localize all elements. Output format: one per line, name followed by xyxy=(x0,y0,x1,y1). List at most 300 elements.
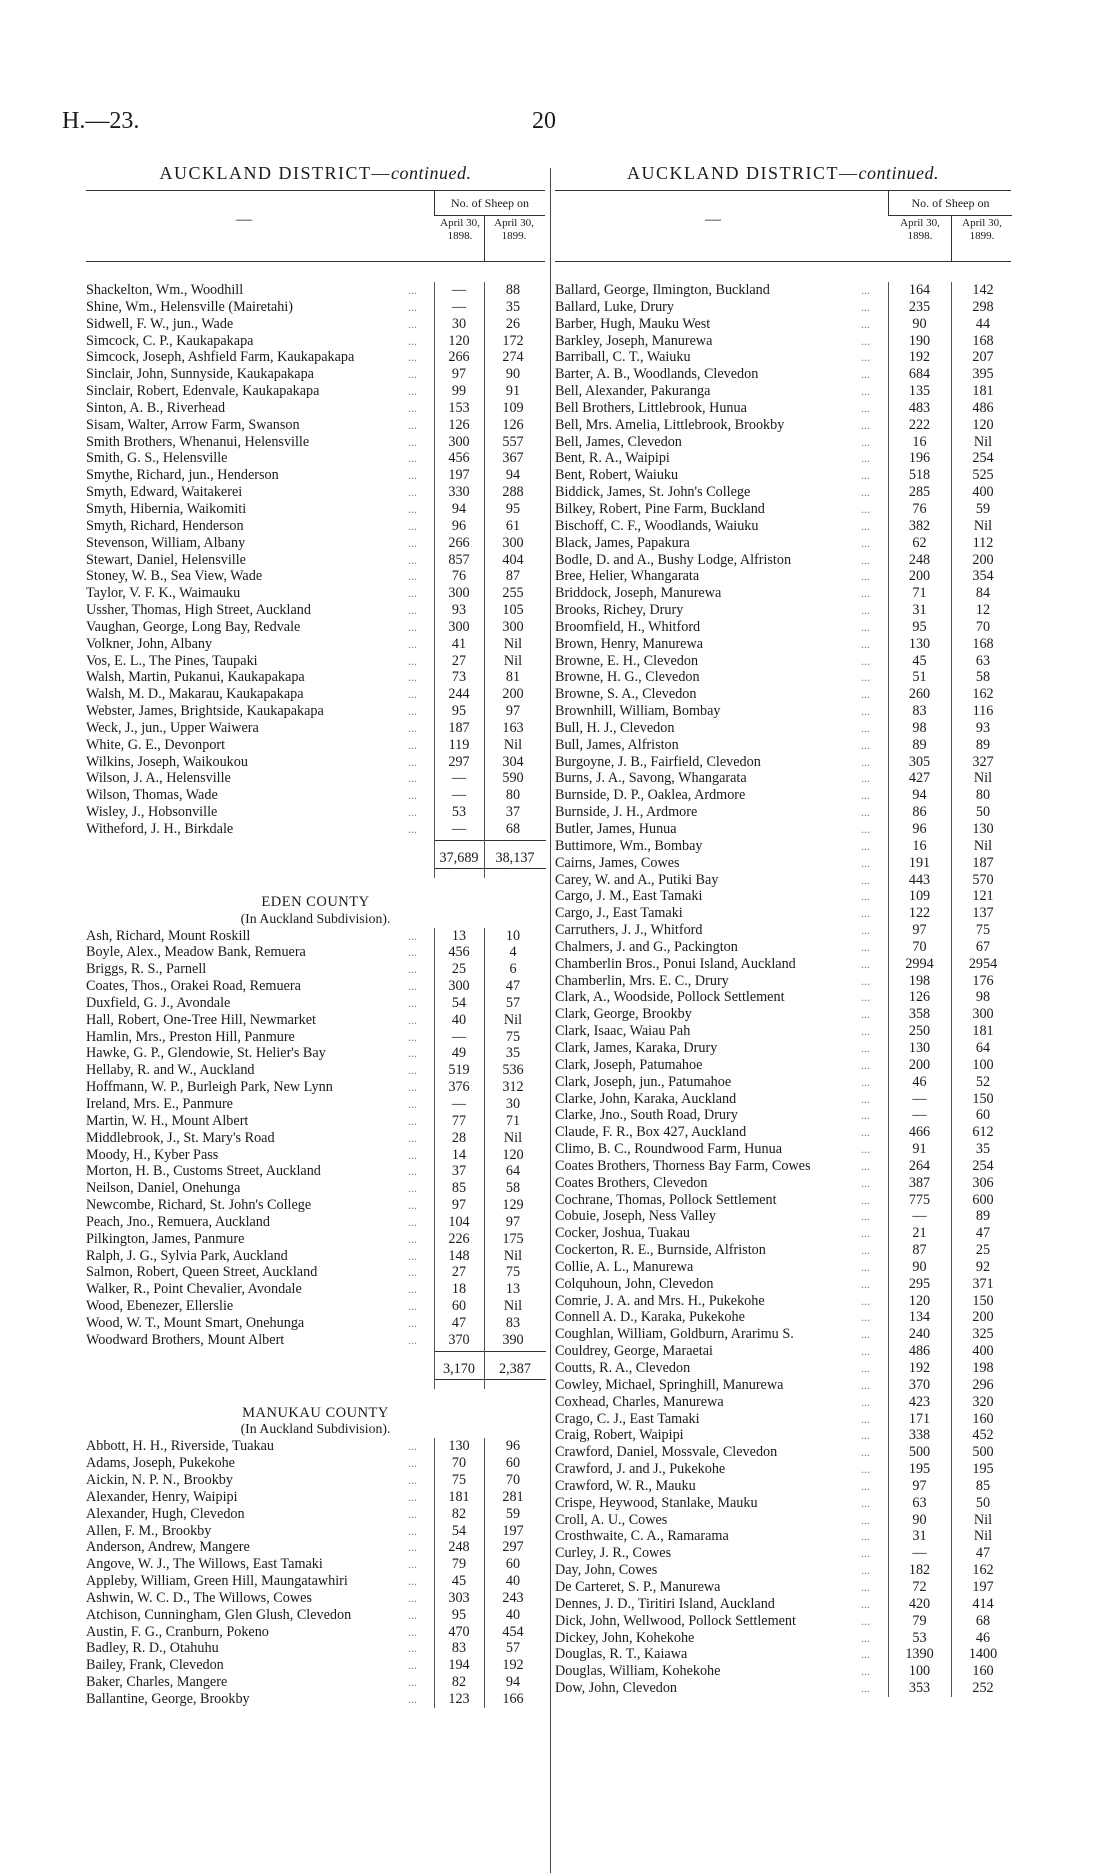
sheep-1899: 400 xyxy=(972,484,994,501)
column-rule xyxy=(888,299,889,316)
column-rule xyxy=(888,568,889,585)
sheep-1899: 120 xyxy=(502,1146,524,1163)
owner-name: Clarke, Jno., South Road, Drury xyxy=(555,1107,738,1124)
leader-dots: ... xyxy=(861,1040,870,1055)
sheep-1898: 775 xyxy=(908,1191,931,1208)
column-rule xyxy=(888,1562,889,1579)
leader-dots: ... xyxy=(861,1377,870,1392)
sheep-1898: 90 xyxy=(912,1258,927,1275)
sheep-1898: 370 xyxy=(908,1376,931,1393)
sheep-1899: Nil xyxy=(973,770,993,787)
owner-name: Badley, R. D., Otahuhu xyxy=(86,1640,219,1657)
sheep-1899: 400 xyxy=(972,1343,994,1360)
column-rule xyxy=(484,770,485,787)
table-row xyxy=(86,417,545,434)
table-row xyxy=(555,939,1011,956)
report-code: H.—23. xyxy=(62,108,140,134)
table-row xyxy=(555,1326,1011,1343)
column-rule xyxy=(888,1680,889,1697)
sheep-1899: 195 xyxy=(972,1461,994,1478)
sheep-1898: 244 xyxy=(448,686,470,703)
owner-name: Bent, R. A., Waipipi xyxy=(555,450,670,467)
sheep-1899: 25 xyxy=(975,1242,991,1259)
sheep-1899: 94 xyxy=(505,1674,521,1691)
leader-dots: ... xyxy=(408,367,417,382)
column-rule xyxy=(434,1556,435,1573)
column-rule xyxy=(888,535,889,552)
column-rule xyxy=(951,872,952,889)
sheep-1898: 200 xyxy=(908,1056,931,1073)
leader-dots: ... xyxy=(408,1557,417,1572)
leader-dots: ... xyxy=(861,1057,870,1072)
sheep-1898: 83 xyxy=(451,1640,467,1657)
leader-dots: ... xyxy=(861,1478,870,1493)
sheep-1898: 240 xyxy=(908,1326,931,1343)
leader-dots: ... xyxy=(408,945,417,960)
sheep-1899: 166 xyxy=(502,1690,524,1707)
owner-name: Volkner, John, Albany xyxy=(86,635,213,652)
table-row xyxy=(555,1394,1011,1411)
column-rule xyxy=(951,1006,952,1023)
sheep-1898: 300 xyxy=(448,585,470,602)
column-rule xyxy=(888,400,889,417)
table-row xyxy=(555,636,1011,653)
table-row xyxy=(86,585,545,602)
leader-dots: ... xyxy=(861,1226,870,1241)
column-rule xyxy=(484,1062,485,1079)
owner-name: Chamberlin, Mrs. E. C., Drury xyxy=(555,972,729,989)
owner-name: Carruthers, J. J., Whitford xyxy=(555,922,703,939)
subtotal-rule xyxy=(434,868,546,869)
table-row xyxy=(555,585,1011,602)
sheep-1899: 536 xyxy=(502,1062,524,1079)
sheep-1898: 90 xyxy=(912,1511,927,1528)
column-rule xyxy=(951,653,952,670)
leader-dots: ... xyxy=(408,962,417,977)
left-column xyxy=(86,160,545,1708)
column-rule xyxy=(484,995,485,1012)
column-rule xyxy=(951,1023,952,1040)
column-rule xyxy=(888,1175,889,1192)
leader-dots: ... xyxy=(861,1647,870,1662)
sheep-1899: 57 xyxy=(505,994,521,1011)
table-row xyxy=(86,1147,545,1164)
column-rule xyxy=(484,1045,485,1062)
column-rule xyxy=(951,636,952,653)
sheep-1898: 466 xyxy=(908,1124,931,1141)
sheep-1898: 27 xyxy=(451,1264,467,1281)
table-row xyxy=(86,1298,545,1315)
sheep-1899: Nil xyxy=(503,1298,523,1315)
leader-dots: ... xyxy=(861,1108,870,1123)
column-rule xyxy=(888,1360,889,1377)
sheep-1899: 100 xyxy=(972,1056,994,1073)
header-separator xyxy=(484,215,485,261)
leader-dots: ... xyxy=(408,1315,417,1330)
column-rule xyxy=(951,720,952,737)
column-rule xyxy=(434,1657,435,1674)
leader-dots: ... xyxy=(408,1607,417,1622)
column-rule xyxy=(484,754,485,771)
table-row xyxy=(555,417,1011,434)
subtotal-rule xyxy=(434,840,546,841)
sheep-1899: 35 xyxy=(505,1045,521,1062)
column-rule xyxy=(434,928,435,945)
leader-dots: ... xyxy=(408,417,417,432)
sheep-1899: 160 xyxy=(972,1663,994,1680)
sheep-1899: 98 xyxy=(975,989,991,1006)
name-column-header: — xyxy=(705,211,721,228)
sheep-1899: 198 xyxy=(972,1360,994,1376)
leader-dots: ... xyxy=(861,990,870,1005)
leader-dots: ... xyxy=(408,1456,417,1471)
owner-name: Hellaby, R. and W., Auckland xyxy=(86,1062,255,1079)
leader-dots: ... xyxy=(861,1007,870,1022)
leader-dots: ... xyxy=(408,1540,417,1555)
sheep-1899: 500 xyxy=(972,1444,994,1461)
table-row xyxy=(555,518,1011,535)
column-rule xyxy=(484,1506,485,1523)
table-row xyxy=(86,602,545,619)
leader-dots: ... xyxy=(861,636,870,651)
sheep-1898: 470 xyxy=(448,1623,470,1640)
sheep-1899: 60 xyxy=(505,1556,521,1573)
owner-name: Comrie, J. A. and Mrs. H., Pukekohe xyxy=(555,1292,765,1309)
owner-name: Stewart, Daniel, Helensville xyxy=(86,551,246,568)
name-column-header: — xyxy=(236,211,252,228)
column-rule xyxy=(951,366,952,383)
leader-dots: ... xyxy=(861,855,870,870)
leader-dots: ... xyxy=(861,1495,870,1510)
column-rule xyxy=(484,838,485,878)
subtotal-1898: 37,689 xyxy=(439,849,479,866)
sheep-1898: 16 xyxy=(912,837,927,854)
sheep-1898: 130 xyxy=(448,1438,470,1455)
column-rule xyxy=(951,821,952,838)
column-rule xyxy=(484,928,485,945)
sheep-1898: 135 xyxy=(908,383,931,400)
column-rule xyxy=(888,1343,889,1360)
owner-name: Wisley, J., Hobsonville xyxy=(86,804,218,821)
table-row xyxy=(555,1680,1011,1697)
sheep-1899: 96 xyxy=(505,1438,521,1455)
table-row xyxy=(86,1197,545,1214)
table-row xyxy=(86,978,545,995)
leader-dots: ... xyxy=(861,552,870,567)
sheep-1898: 120 xyxy=(448,332,470,349)
table-row xyxy=(86,1624,545,1641)
table-row xyxy=(555,400,1011,417)
leader-dots: ... xyxy=(861,754,870,769)
column-rule xyxy=(484,467,485,484)
owner-name: Adams, Joseph, Pukekohe xyxy=(86,1455,235,1472)
column-rule xyxy=(951,619,952,636)
sheep-1898: 70 xyxy=(451,1455,467,1472)
owner-name: Climo, B. C., Roundwood Farm, Hunua xyxy=(555,1141,783,1158)
owner-name: Sinclair, John, Sunnyside, Kaukapakapa xyxy=(86,366,314,383)
leader-dots: ... xyxy=(408,1130,417,1145)
owner-name: Simcock, Joseph, Ashfield Farm, Kaukapakapa xyxy=(86,349,355,366)
leader-dots: ... xyxy=(408,1198,417,1213)
sheep-1899: 252 xyxy=(972,1680,994,1697)
sheep-1899: Nil xyxy=(503,1247,523,1264)
sheep-1898: 96 xyxy=(912,821,927,837)
sheep-1899: 47 xyxy=(975,1225,991,1242)
sheep-1899: 88 xyxy=(505,282,521,298)
table-row xyxy=(555,989,1011,1006)
page-header xyxy=(62,108,1062,148)
table-row xyxy=(555,905,1011,922)
sheep-1899: 298 xyxy=(972,298,994,315)
sheep-1898: 76 xyxy=(912,500,927,517)
sheep-1898: 190 xyxy=(908,332,931,349)
column-rule xyxy=(951,737,952,754)
column-rule xyxy=(888,1495,889,1512)
sheep-1899: 81 xyxy=(505,669,521,686)
leader-dots: ... xyxy=(861,535,870,550)
sheep-1898: — xyxy=(451,282,467,298)
sheep-1898: 486 xyxy=(908,1343,931,1360)
owner-name: Burgoyne, J. B., Fairfield, Clevedon xyxy=(555,753,761,770)
column-rule xyxy=(484,1523,485,1540)
owner-name: Brooks, Richey, Drury xyxy=(555,602,684,619)
leader-dots: ... xyxy=(861,586,870,601)
column-rule xyxy=(484,1096,485,1113)
sheep-1899: 58 xyxy=(505,1180,521,1197)
sheep-1898: 53 xyxy=(451,804,467,821)
column-rule xyxy=(888,1478,889,1495)
table-row xyxy=(86,1607,545,1624)
table-row xyxy=(555,1309,1011,1326)
sheep-1899: 172 xyxy=(502,332,524,349)
sheep-1898: 40 xyxy=(451,1011,467,1028)
sheep-1898: 300 xyxy=(448,433,470,450)
owner-name: Smith, G. S., Helensville xyxy=(86,450,228,467)
owner-name: Abbott, H. H., Riverside, Tuakau xyxy=(86,1438,274,1455)
column-rule xyxy=(951,1360,952,1377)
table-row xyxy=(86,928,545,945)
column-rule xyxy=(888,922,889,939)
leader-dots: ... xyxy=(408,1113,417,1128)
column-rule xyxy=(434,1248,435,1265)
column-rule xyxy=(951,1040,952,1057)
table-row xyxy=(86,703,545,720)
column-rule xyxy=(434,686,435,703)
table-row xyxy=(555,703,1011,720)
sheep-1899: 300 xyxy=(502,534,524,551)
owner-name: Sinton, A. B., Riverhead xyxy=(86,399,226,416)
sheep-1898: 99 xyxy=(451,383,467,400)
sheep-1898: 14 xyxy=(451,1146,467,1163)
sheep-1898: 456 xyxy=(448,450,470,467)
sheep-1898: — xyxy=(912,1090,927,1107)
owner-name: Shine, Wm., Helensville (Mairetahi) xyxy=(86,298,293,315)
column-rule xyxy=(888,467,889,484)
table-row xyxy=(555,1427,1011,1444)
leader-dots: ... xyxy=(861,822,870,836)
column-rule xyxy=(434,1472,435,1489)
column-rule xyxy=(484,366,485,383)
column-rule xyxy=(888,383,889,400)
sheep-1899: 160 xyxy=(972,1410,994,1427)
column-rule xyxy=(434,1012,435,1029)
owner-name: Alexander, Henry, Waipipi xyxy=(86,1488,238,1505)
sheep-1899: 312 xyxy=(502,1079,524,1096)
sheep-1898: 300 xyxy=(448,978,470,995)
owner-name: Walsh, M. D., Makarau, Kaukapakapa xyxy=(86,686,304,703)
owner-name: Bell, James, Clevedon xyxy=(555,433,682,450)
column-rule xyxy=(484,602,485,619)
table-row xyxy=(555,535,1011,552)
owner-name: Walker, R., Point Chevalier, Avondale xyxy=(86,1281,302,1298)
sheep-1898: — xyxy=(912,1107,927,1124)
column-rule xyxy=(888,939,889,956)
leader-dots: ... xyxy=(861,1529,870,1544)
table-row xyxy=(555,821,1011,838)
sheep-1899: 75 xyxy=(975,922,991,939)
column-rule xyxy=(951,602,952,619)
owner-name: Dickey, John, Kohekohe xyxy=(555,1629,695,1646)
column-rule xyxy=(484,1264,485,1281)
column-rule xyxy=(434,1062,435,1079)
table-row xyxy=(555,1175,1011,1192)
county-subheading: (In Auckland Subdivision). xyxy=(240,910,391,926)
owner-name: Angove, W. J., The Willows, East Tamaki xyxy=(86,1556,323,1573)
column-rule xyxy=(951,1596,952,1613)
sheep-1899: 95 xyxy=(505,500,521,517)
column-rule xyxy=(434,1489,435,1506)
column-rule xyxy=(434,349,435,366)
column-rule xyxy=(484,1248,485,1265)
leader-dots: ... xyxy=(408,1282,417,1297)
sheep-1898: 27 xyxy=(451,652,467,669)
table-row xyxy=(555,434,1011,451)
sheep-1898: 266 xyxy=(448,349,470,366)
column-rule xyxy=(434,978,435,995)
table-row xyxy=(86,636,545,653)
table-row xyxy=(555,956,1011,973)
table-row xyxy=(86,383,545,400)
owner-name: Crawford, J. and J., Pukekohe xyxy=(555,1461,726,1478)
leader-dots: ... xyxy=(408,1641,417,1656)
sheep-1898: 248 xyxy=(908,551,931,568)
sheep-1899: 44 xyxy=(975,315,991,332)
col-1899-header: April 30, 1899. xyxy=(962,217,1002,242)
table-row xyxy=(555,501,1011,518)
column-rule xyxy=(434,450,435,467)
owner-name: Hall, Robert, One-Tree Hill, Newmarket xyxy=(86,1011,316,1028)
sheep-1898: 500 xyxy=(908,1444,931,1461)
sheep-1899: 50 xyxy=(975,1494,991,1511)
sheep-1899: 89 xyxy=(975,1208,991,1225)
column-rule xyxy=(484,450,485,467)
leader-dots: ... xyxy=(861,501,870,516)
owner-name: Clark, A., Woodside, Pollock Settlement xyxy=(555,989,785,1006)
subtotal-rule xyxy=(434,1379,546,1380)
column-rule xyxy=(888,1427,889,1444)
table-row xyxy=(555,1057,1011,1074)
column-rule xyxy=(888,1545,889,1562)
sheep-1898: 62 xyxy=(912,534,927,551)
sheep-1899: 26 xyxy=(505,315,521,332)
sheep-1898: 857 xyxy=(448,551,470,568)
column-rule xyxy=(484,1590,485,1607)
table-row xyxy=(555,1107,1011,1124)
owner-name: Brown, Henry, Manurewa xyxy=(555,635,704,652)
sheep-1899: 192 xyxy=(502,1657,524,1674)
column-rule xyxy=(434,1029,435,1046)
column-rule xyxy=(951,1208,952,1225)
column-rule xyxy=(951,1630,952,1647)
leader-dots: ... xyxy=(861,1344,870,1359)
owner-name: Bischoff, C. F., Woodlands, Waiuku xyxy=(555,517,759,534)
table-row xyxy=(86,518,545,535)
table-row xyxy=(86,1012,545,1029)
column-rule xyxy=(434,400,435,417)
owner-name: Hoffmann, W. P., Burleigh Park, New Lynn xyxy=(86,1079,333,1096)
column-rule xyxy=(888,821,889,838)
sheep-1898: 300 xyxy=(448,618,470,635)
table-row xyxy=(86,282,545,299)
column-rule xyxy=(951,383,952,400)
leader-dots: ... xyxy=(861,1091,870,1106)
leader-dots: ... xyxy=(861,1142,870,1157)
leader-dots: ... xyxy=(408,1181,417,1196)
owner-name: Boyle, Alex., Meadow Bank, Remuera xyxy=(86,944,306,961)
column-rule xyxy=(888,501,889,518)
leader-dots: ... xyxy=(408,569,417,584)
column-rule xyxy=(888,1006,889,1023)
table-row xyxy=(555,804,1011,821)
column-rule xyxy=(434,961,435,978)
column-rule xyxy=(484,944,485,961)
column-rule xyxy=(951,585,952,602)
owner-name: Burnside, D. P., Oaklea, Ardmore xyxy=(555,787,746,804)
table-row xyxy=(86,1029,545,1046)
column-rule xyxy=(888,669,889,686)
owner-name: Coxhead, Charles, Manurewa xyxy=(555,1393,724,1410)
owner-name: Cairns, James, Cowes xyxy=(555,854,680,871)
sheep-1899: 274 xyxy=(502,349,524,366)
column-rule xyxy=(484,669,485,686)
owner-name: Cargo, J. M., East Tamaki xyxy=(555,888,703,905)
column-rule xyxy=(434,944,435,961)
column-rule xyxy=(951,349,952,366)
column-rule xyxy=(484,1332,485,1349)
sheep-1899: 187 xyxy=(972,854,994,871)
column-rule xyxy=(888,366,889,383)
column-rule xyxy=(434,995,435,1012)
column-rule xyxy=(434,535,435,552)
leader-dots: ... xyxy=(861,1175,870,1190)
leader-dots: ... xyxy=(861,653,870,668)
column-rule xyxy=(434,552,435,569)
owner-name: Stevenson, William, Albany xyxy=(86,534,246,551)
sheep-1899: 486 xyxy=(972,399,994,416)
table-row xyxy=(86,434,545,451)
owner-name: Bent, Robert, Waiuku xyxy=(555,467,679,484)
owner-name: Cargo, J., East Tamaki xyxy=(555,905,683,922)
leader-dots: ... xyxy=(408,928,417,943)
sheep-1898: 305 xyxy=(908,753,931,770)
table-row xyxy=(86,1248,545,1265)
column-rule xyxy=(484,1455,485,1472)
column-rule xyxy=(434,1523,435,1540)
owner-name: Simcock, C. P., Kaukapakapa xyxy=(86,332,254,349)
county-heading: MANUKAU COUNTY xyxy=(242,1404,389,1421)
table-row xyxy=(555,1091,1011,1108)
sheep-1899: 452 xyxy=(972,1427,994,1444)
